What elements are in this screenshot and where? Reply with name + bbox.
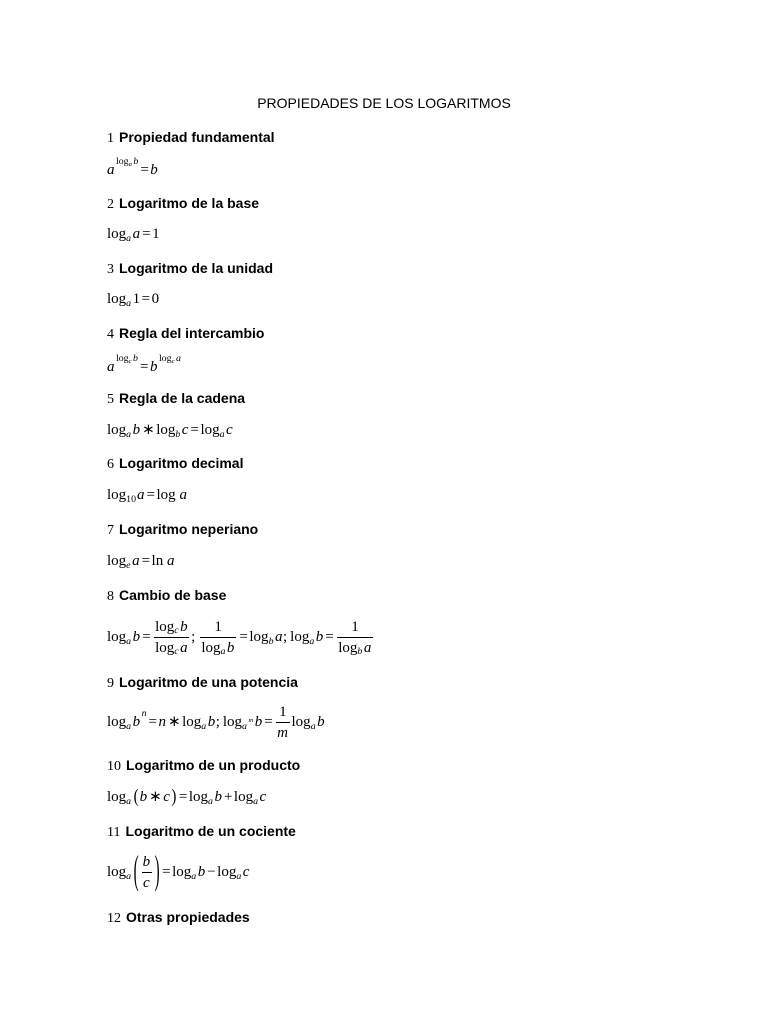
section-number: 3 <box>107 262 114 277</box>
section-title: Logaritmo decimal <box>119 455 244 471</box>
left-parenthesis: ( <box>133 850 139 894</box>
math-variable: c <box>181 422 189 438</box>
fraction-denominator <box>200 639 236 657</box>
math-text: log <box>116 353 129 365</box>
math-text: = <box>190 422 199 438</box>
superscript <box>116 353 138 365</box>
formula-logaritmo-de-la-base <box>107 224 160 244</box>
fraction-bar <box>337 637 373 638</box>
math-variable: a <box>219 428 225 440</box>
subscript <box>174 625 179 637</box>
math-variable: c <box>242 864 250 880</box>
math-variable: b <box>150 162 158 178</box>
formula-logaritmo-de-una-potencia <box>107 703 325 741</box>
math-text: log <box>155 639 175 656</box>
section-title: Propiedad fundamental <box>119 129 275 145</box>
superscript <box>159 353 181 365</box>
math-text: log <box>155 618 175 635</box>
math-text: log <box>217 864 237 880</box>
math-variable: b <box>132 422 141 438</box>
parenthesized-content <box>140 853 154 892</box>
math-variable: a <box>132 553 140 569</box>
section-heading-12 <box>107 907 250 927</box>
section-number: 10 <box>107 759 121 774</box>
math-text: log <box>233 789 254 805</box>
section-title: Logaritmo neperiano <box>119 521 259 537</box>
math-variable: a <box>220 646 226 658</box>
math-text: log <box>290 629 310 645</box>
math-text: log <box>107 553 127 569</box>
math-variable: b <box>254 714 263 730</box>
math-text: = <box>148 714 158 730</box>
math-text: ∗ <box>149 789 162 805</box>
math-variable: b <box>180 618 188 635</box>
math-variable: b <box>197 864 206 880</box>
math-variable: b <box>132 714 141 730</box>
right-parenthesis: ) <box>154 850 160 894</box>
parenthesized-content <box>140 788 171 806</box>
fraction-bar <box>154 637 189 638</box>
math-text: log <box>107 487 127 503</box>
math-text: 0 <box>151 291 160 307</box>
section-number: 4 <box>107 327 114 342</box>
math-variable: a <box>180 639 188 656</box>
fraction-denominator <box>337 639 373 657</box>
section-number: 12 <box>107 911 121 926</box>
math-variable: a <box>107 359 115 375</box>
math-variable: n <box>141 708 147 720</box>
fraction-bar <box>276 722 289 723</box>
fraction <box>337 618 373 657</box>
math-text: = <box>325 629 334 645</box>
math-text: log <box>249 629 269 645</box>
subscript <box>129 358 132 366</box>
section-title: Logaritmo de la unidad <box>119 260 274 276</box>
math-variable: a <box>208 795 213 807</box>
formula-logaritmo-neperiano <box>107 551 175 571</box>
math-variable: a <box>132 226 141 242</box>
math-text: = <box>162 864 171 880</box>
fraction-numerator <box>278 703 288 721</box>
subscript <box>201 721 206 733</box>
formula-cambio-de-base <box>107 618 375 658</box>
section-title: Cambio de base <box>119 587 227 603</box>
left-parenthesis: ( <box>133 787 139 807</box>
subscript <box>311 721 316 733</box>
section-heading-9 <box>107 672 298 692</box>
section-heading-5 <box>107 388 245 408</box>
math-text: = <box>142 629 151 645</box>
math-text: = <box>141 291 151 307</box>
math-variable: b <box>142 853 151 870</box>
math-variable: a <box>201 720 207 732</box>
subscript <box>129 161 133 169</box>
formula-logaritmo-de-un-producto <box>107 787 267 807</box>
subscript <box>126 494 136 506</box>
section-heading-6 <box>107 453 243 473</box>
subscript <box>220 646 225 658</box>
parenthesized-group <box>133 850 161 894</box>
fraction <box>142 853 152 892</box>
section-title: Logaritmo de un cociente <box>125 823 296 839</box>
math-text: = <box>239 629 248 645</box>
page-title: PROPIEDADES DE LOS LOGARITMOS <box>257 95 511 111</box>
math-text: ; <box>191 629 196 645</box>
superscript <box>116 156 139 168</box>
math-variable: a <box>128 161 132 169</box>
subscript <box>126 636 131 648</box>
math-variable: b <box>207 714 216 730</box>
math-variable: a <box>126 795 132 807</box>
math-variable: c <box>174 625 179 637</box>
math-text: = <box>178 789 188 805</box>
math-text: 1 <box>152 226 160 242</box>
subscript <box>126 560 131 572</box>
fraction <box>154 618 189 657</box>
math-text: = <box>141 553 151 569</box>
math-variable: a <box>253 795 259 807</box>
section-heading-3 <box>107 258 273 278</box>
section-number: 2 <box>107 197 114 212</box>
formula-regla-de-la-cadena <box>107 420 233 440</box>
math-text: log <box>107 422 127 438</box>
math-variable: c <box>128 358 132 366</box>
fraction-numerator <box>154 618 189 636</box>
math-variable: c <box>143 874 150 891</box>
math-text: ∗ <box>142 422 155 438</box>
math-variable: a <box>309 635 315 647</box>
section-number: 1 <box>107 131 114 146</box>
math-text: log <box>107 864 127 880</box>
subscript <box>126 429 131 441</box>
math-variable: b <box>149 359 158 375</box>
math-variable: a <box>107 162 115 178</box>
math-text: log <box>107 714 127 730</box>
subscript <box>208 796 213 808</box>
math-variable: b <box>133 156 139 168</box>
math-text: log <box>107 291 127 307</box>
subscript <box>253 796 258 808</box>
formula-regla-del-intercambio <box>107 353 181 377</box>
math-variable: e <box>126 559 131 571</box>
math-variable: a <box>242 720 247 732</box>
math-variable: a <box>126 297 132 309</box>
section-heading-10 <box>107 755 300 775</box>
math-text: log <box>222 714 243 730</box>
math-variable: a <box>236 870 242 882</box>
section-heading-7 <box>107 519 258 539</box>
math-variable: b <box>139 789 148 805</box>
section-title: Logaritmo de la base <box>119 195 260 211</box>
math-text: log <box>156 487 180 503</box>
math-text: = <box>140 162 149 178</box>
math-variable: a <box>126 635 132 647</box>
math-text: log <box>107 629 127 645</box>
math-variable: a <box>310 720 316 732</box>
math-variable: b <box>226 639 235 656</box>
math-variable: a <box>126 428 132 440</box>
math-variable: a <box>126 870 132 882</box>
fraction-bar <box>142 872 152 873</box>
superscript <box>248 717 253 725</box>
math-text: ∗ <box>168 714 181 730</box>
fraction-denominator <box>276 724 289 742</box>
math-text: log <box>201 639 221 656</box>
parenthesized-group <box>133 788 178 806</box>
subscript <box>126 796 131 808</box>
fraction-numerator <box>213 618 223 636</box>
math-text: log <box>156 422 176 438</box>
section-title: Regla del intercambio <box>119 325 265 341</box>
math-variable: c <box>163 789 170 805</box>
math-variable: b <box>357 646 363 658</box>
math-variable: c <box>174 646 179 658</box>
math-text: log <box>172 864 192 880</box>
math-variable: a <box>126 720 132 732</box>
subscript <box>236 871 241 883</box>
math-text: log <box>107 226 127 242</box>
math-variable: b <box>132 629 141 645</box>
math-text: 10 <box>126 493 137 505</box>
fraction-numerator <box>350 618 360 636</box>
section-number: 11 <box>107 825 121 840</box>
math-text: = <box>139 359 149 375</box>
section-title: Logaritmo de un producto <box>126 757 301 773</box>
math-text: 1 <box>279 703 287 720</box>
subscript <box>126 871 131 883</box>
subscript <box>242 717 254 733</box>
math-text: log <box>188 789 208 805</box>
math-text: ln <box>151 553 167 569</box>
math-variable: b <box>175 428 181 440</box>
math-text: 1 <box>132 291 141 307</box>
math-variable: a <box>363 639 372 656</box>
math-text: + <box>223 789 233 805</box>
section-heading-8 <box>107 585 226 605</box>
section-number: 5 <box>107 392 114 407</box>
subscript <box>126 721 131 733</box>
subscript <box>126 233 131 245</box>
math-text: log <box>338 639 358 656</box>
section-heading-1 <box>107 127 275 147</box>
subscript <box>220 429 225 441</box>
formula-logaritmo-de-un-cociente <box>107 850 250 894</box>
math-variable: c <box>259 789 267 805</box>
math-variable: a <box>126 232 132 244</box>
math-variable: a <box>179 487 187 503</box>
math-text: − <box>207 864 216 880</box>
math-text: = <box>142 226 151 242</box>
math-variable: a <box>137 487 145 503</box>
math-text: 1 <box>351 618 359 635</box>
math-text: log <box>116 156 129 168</box>
math-variable: n <box>158 714 167 730</box>
section-title: Logaritmo de una potencia <box>119 674 298 690</box>
fraction-bar <box>200 637 236 638</box>
subscript <box>172 358 175 366</box>
section-number: 7 <box>107 523 114 538</box>
fraction-numerator <box>142 853 152 871</box>
subscript <box>175 429 180 441</box>
subscript <box>174 646 179 658</box>
section-title: Otras propiedades <box>126 909 250 925</box>
math-text: 1 <box>214 618 222 635</box>
section-number: 8 <box>107 589 114 604</box>
subscript <box>309 636 314 648</box>
section-heading-11 <box>107 821 296 841</box>
fraction <box>276 703 289 742</box>
math-text: log <box>182 714 202 730</box>
math-variable: b <box>315 629 324 645</box>
math-variable: a <box>275 629 283 645</box>
subscript <box>126 298 131 310</box>
fraction-denominator <box>154 639 189 657</box>
section-number: 6 <box>107 457 114 472</box>
math-text: ; <box>283 629 288 645</box>
math-variable: b <box>133 353 138 365</box>
section-heading-2 <box>107 193 259 213</box>
fraction-denominator <box>142 874 151 892</box>
formula-logaritmo-de-la-unidad <box>107 289 159 309</box>
section-title: Regla de la cadena <box>119 390 246 406</box>
math-text: log <box>200 422 220 438</box>
math-variable: b <box>317 714 325 730</box>
subscript <box>191 871 196 883</box>
math-text: ; <box>215 714 220 730</box>
math-variable: a <box>191 870 197 882</box>
math-variable: m <box>277 724 289 741</box>
math-text: log <box>107 789 127 805</box>
subscript <box>269 636 274 648</box>
math-text: log <box>291 714 311 730</box>
math-text: log <box>158 353 172 365</box>
section-number: 9 <box>107 676 114 691</box>
formula-logaritmo-decimal <box>107 485 187 505</box>
formula-propiedad-fundamental <box>107 156 158 180</box>
math-text: = <box>146 487 156 503</box>
math-text: = <box>264 714 273 730</box>
math-variable: c <box>171 358 175 366</box>
fraction <box>200 618 236 657</box>
math-variable: b <box>214 789 222 805</box>
math-variable: b <box>268 635 274 647</box>
math-variable: a <box>175 353 181 365</box>
superscript <box>142 708 147 720</box>
right-parenthesis: ) <box>171 787 177 807</box>
math-variable: m <box>248 717 254 725</box>
math-variable: c <box>226 422 233 438</box>
section-heading-4 <box>107 323 264 343</box>
math-variable: a <box>166 553 175 569</box>
subscript <box>357 646 362 658</box>
